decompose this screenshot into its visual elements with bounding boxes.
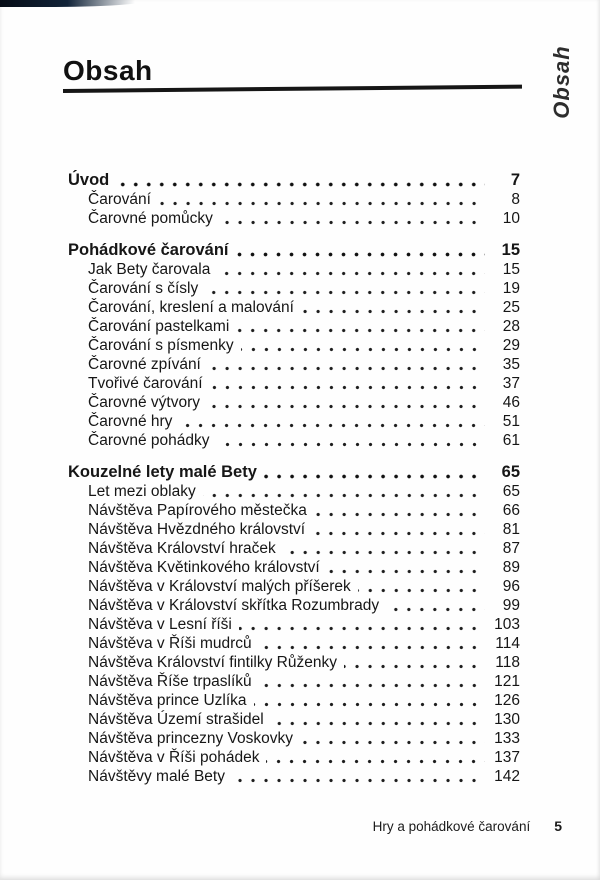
- toc-section-heading-row: [68, 241, 520, 260]
- dot-leader: [236, 328, 485, 333]
- toc-entry-row: [68, 260, 520, 279]
- toc-entry-page-number: 29: [502, 337, 520, 354]
- toc-entry-page-number: 19: [502, 280, 520, 297]
- toc-entry-title: Návštěva v Říši mudrců: [88, 635, 252, 652]
- toc-entry-row: [68, 355, 520, 374]
- toc-entry-title: Čarovné pohádky: [88, 432, 210, 449]
- dot-leader: [203, 493, 485, 498]
- toc-entry-title: Čarování, kreslení a malování: [88, 299, 294, 316]
- toc-entry-row: [68, 412, 520, 431]
- toc-entry-row: [68, 596, 520, 615]
- toc-entry-row: [68, 577, 520, 596]
- toc-entry-page-number: 28: [502, 318, 520, 335]
- toc-entry-title: Čarování: [88, 191, 151, 208]
- page-footer: [68, 818, 562, 834]
- toc-entry-page-number: 126: [494, 692, 520, 709]
- toc-entry-page-number: 89: [502, 559, 520, 576]
- toc-entry-row: [68, 539, 520, 558]
- toc-entry-page-number: 37: [502, 375, 520, 392]
- page-header: [63, 56, 523, 93]
- toc-entry-page-number: 61: [502, 432, 520, 449]
- dot-leader: [241, 347, 485, 352]
- toc-entry-page-number: 46: [502, 394, 520, 411]
- toc-entry-page-number: 25: [502, 299, 520, 316]
- toc-entry-title: Návštěva princezny Voskovky: [88, 730, 294, 747]
- toc-entry-row: [68, 710, 520, 729]
- toc-entry-title: Čarování s písmenky: [88, 337, 234, 354]
- toc-entry-title: Návštěva Království fintilky Růženky: [88, 654, 337, 671]
- toc-entry-title: Návštěvy malé Bety: [88, 768, 225, 785]
- toc-entry-page-number: 10: [502, 210, 520, 227]
- toc-entry-row: [68, 501, 520, 520]
- toc-entry-title: Návštěva Papírového městečka: [88, 502, 307, 519]
- toc-entry-row: [68, 190, 520, 209]
- toc-entry-page-number: 133: [494, 730, 520, 747]
- scan-edge-artifact: [0, 0, 150, 7]
- dot-leader: [116, 182, 485, 187]
- toc-entry-page-number: 96: [502, 578, 520, 595]
- toc-entry-row: [68, 615, 520, 634]
- dot-leader: [254, 702, 485, 707]
- toc-entry-page-number: 130: [494, 711, 520, 728]
- dot-leader: [207, 404, 485, 409]
- toc-entry-page-number: 103: [494, 616, 520, 633]
- dot-leader: [235, 252, 485, 257]
- toc-entry-title: Čarování s čísly: [88, 280, 199, 297]
- dot-leader: [232, 778, 485, 783]
- toc-entry-page-number: 118: [495, 654, 520, 671]
- toc-entry-page-number: 81: [502, 521, 520, 538]
- toc-entry-page-number: 7: [510, 171, 520, 189]
- dot-leader: [314, 512, 485, 517]
- dot-leader: [264, 474, 485, 479]
- toc-entry-page-number: 8: [511, 191, 520, 208]
- toc-entry-title: Pohádkové čarování: [68, 241, 229, 259]
- toc-entry-row: [68, 672, 520, 691]
- side-tab-label: Obsah: [549, 45, 574, 119]
- toc-section-heading-row: [68, 463, 520, 482]
- toc-entry-title: Návštěva v Království skřítka Rozumbrady: [88, 597, 380, 614]
- dot-leader: [239, 626, 485, 631]
- dot-leader: [259, 683, 485, 688]
- toc-entry-page-number: 99: [502, 597, 520, 614]
- toc-entry-page-number: 65: [501, 463, 520, 481]
- toc-section: [68, 171, 520, 228]
- toc-entry-title: Návštěva Království hraček: [88, 540, 276, 557]
- dot-leader: [205, 290, 485, 295]
- toc-entry-title: Návštěva Území strašidel: [88, 711, 264, 728]
- toc-entry-row: [68, 558, 520, 577]
- toc-entry-page-number: 137: [494, 749, 520, 766]
- toc-entry-title: Čarovné výtvory: [88, 394, 200, 411]
- toc-entry-page-number: 35: [502, 356, 520, 373]
- toc-entry-row: [68, 653, 520, 672]
- toc-entry-row: [68, 634, 520, 653]
- toc-entry-row: [68, 374, 520, 393]
- toc-entry-title: Návštěva v Lesní říši: [88, 616, 232, 633]
- dot-leader: [179, 423, 485, 428]
- toc-entry-title: Návštěva v Říši pohádek: [88, 749, 260, 766]
- dot-leader: [217, 271, 485, 276]
- footer-page-number: 5: [554, 818, 562, 834]
- toc-entry-row: [68, 209, 520, 228]
- toc-entry-row: [68, 393, 520, 412]
- footer-book-title: Hry a pohádkové čarování: [372, 819, 531, 834]
- toc-entry-page-number: 114: [495, 635, 520, 652]
- toc-entry-title: Návštěva prince Uzlíka: [88, 692, 247, 709]
- dot-leader: [210, 385, 485, 390]
- dot-leader: [217, 442, 486, 447]
- toc-entry-row: [68, 482, 520, 501]
- toc-entry-title: Úvod: [68, 171, 110, 189]
- dot-leader: [158, 201, 485, 206]
- toc-entry-row: [68, 767, 520, 786]
- toc-entry-page-number: 15: [502, 261, 520, 278]
- toc-section: [68, 241, 520, 450]
- toc-entry-row: [68, 279, 520, 298]
- toc-section-heading-row: [68, 171, 520, 190]
- toc-entry-row: [68, 691, 520, 710]
- toc-entry-row: [68, 729, 520, 748]
- toc-entry-row: [68, 520, 520, 539]
- page-title: Obsah: [63, 55, 153, 86]
- dot-leader: [300, 740, 485, 745]
- toc-entry-row: [68, 748, 520, 767]
- toc-entry-page-number: 15: [501, 241, 520, 259]
- dot-leader: [312, 531, 485, 536]
- toc-entry-title: Kouzelné lety malé Bety: [68, 463, 257, 481]
- toc-entry-title: Čarovné pomůcky: [88, 210, 213, 227]
- dot-leader: [327, 569, 485, 574]
- dot-leader: [259, 645, 485, 650]
- toc-entry-page-number: 121: [494, 673, 520, 690]
- dot-leader: [301, 309, 485, 314]
- toc-entry-page-number: 65: [502, 483, 520, 500]
- toc-entry-title: Návštěva v Království malých příšerek: [88, 578, 351, 595]
- toc-entry-page-number: 66: [502, 502, 520, 519]
- dot-leader: [266, 759, 485, 764]
- dot-leader: [271, 721, 485, 726]
- dot-leader: [344, 664, 485, 669]
- toc-entry-row: [68, 431, 520, 450]
- toc-entry-title: Čarovné zpívání: [88, 356, 201, 373]
- toc-entry-title: Návštěva Květinkového království: [88, 559, 320, 576]
- dot-leader: [208, 366, 485, 371]
- toc-entry-title: Jak Bety čarovala: [88, 261, 211, 278]
- toc-entry-row: [68, 298, 520, 317]
- toc-entry-page-number: 87: [502, 540, 520, 557]
- toc-entry-title: Návštěva Hvězdného království: [88, 521, 306, 538]
- toc-section: [68, 463, 520, 786]
- toc-entry-row: [68, 317, 520, 336]
- toc-entry-title: Tvořivé čarování: [88, 375, 203, 392]
- toc-entry-title: Návštěva Říše trpaslíků: [88, 673, 252, 690]
- toc: [68, 171, 520, 799]
- toc-entry-title: Čarovné hry: [88, 413, 173, 430]
- toc-entry-page-number: 142: [494, 768, 520, 785]
- dot-leader: [220, 220, 485, 225]
- toc-entry-title: Čarování pastelkami: [88, 318, 230, 335]
- toc-entry-page-number: 51: [502, 413, 520, 430]
- dot-leader: [386, 607, 485, 612]
- toc-entry-row: [68, 336, 520, 355]
- dot-leader: [283, 550, 485, 555]
- dot-leader: [358, 588, 485, 593]
- toc-entry-title: Let mezi oblaky: [88, 483, 196, 500]
